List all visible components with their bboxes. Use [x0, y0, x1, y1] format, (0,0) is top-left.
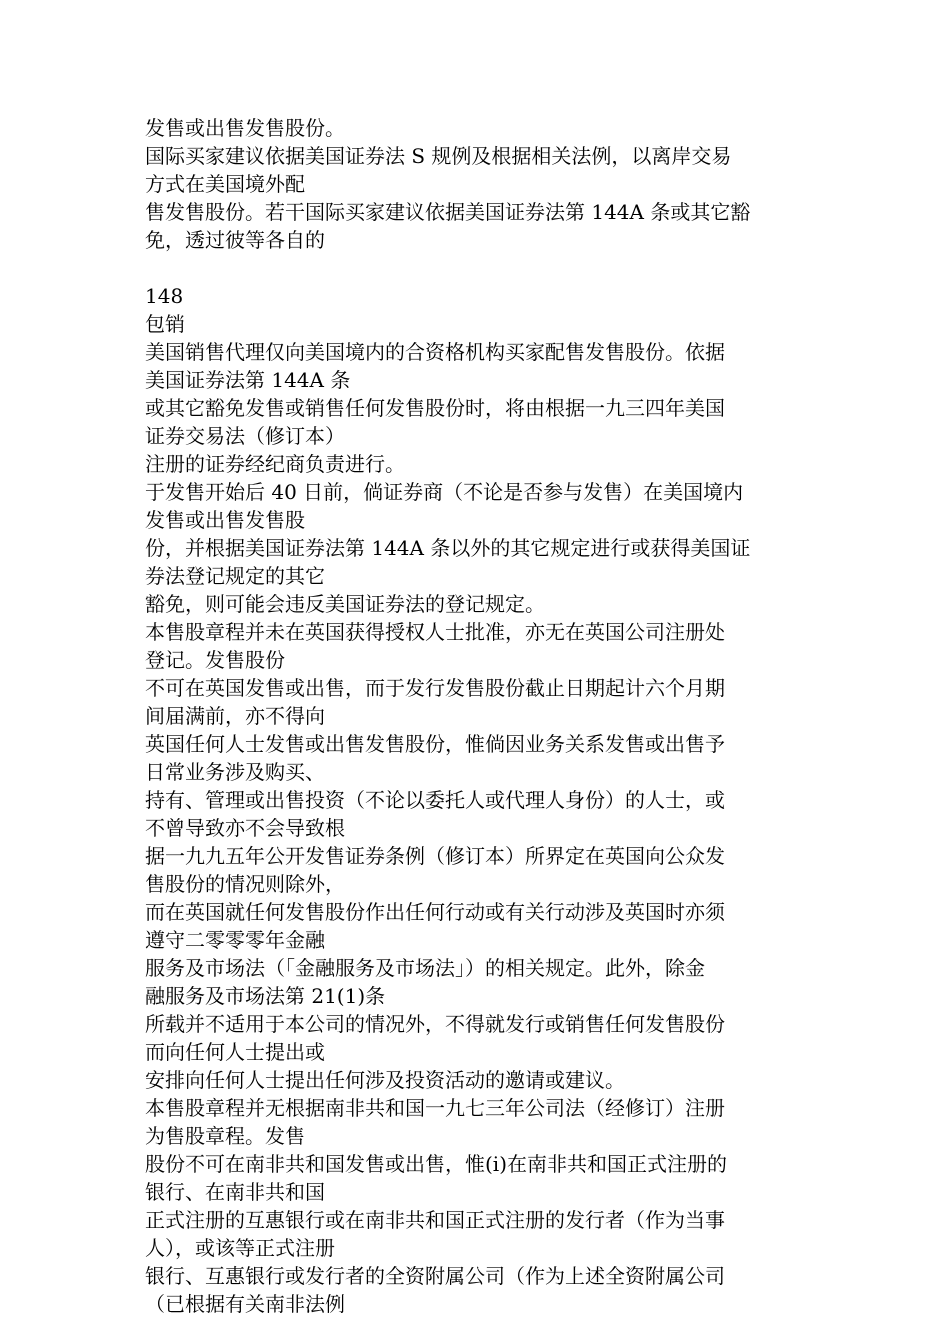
page-number: 148: [145, 284, 184, 308]
text-line: 英国任何人士发售或出售发售股份，惟倘因业务关系发售或出售予: [145, 732, 725, 756]
text-line: 而在英国就任何发售股份作出任何行动或有关行动涉及英国时亦须: [145, 900, 725, 924]
text-line: 日常业务涉及购买、: [145, 760, 325, 784]
blank-line: [145, 254, 810, 282]
text-line: 间届满前，亦不得向: [145, 704, 325, 728]
text-line: 于发售开始后 40 日前，倘证券商（不论是否参与发售）在美国境内: [145, 480, 744, 504]
text-line: 人），或该等正式注册: [145, 1236, 335, 1260]
section-title: 包销: [145, 312, 185, 336]
text-line: 而向任何人士提出或: [145, 1040, 325, 1064]
text-line: 注册的证券经纪商负责进行。: [145, 452, 405, 476]
text-line: 所载并不适用于本公司的情况外，不得就发行或销售任何发售股份: [145, 1012, 725, 1036]
text-line: 本售股章程并未在英国获得授权人士批准，亦无在英国公司注册处: [145, 620, 725, 644]
text-line: 豁免，则可能会违反美国证券法的登记规定。: [145, 592, 545, 616]
text-line: 不曾导致亦不会导致根: [145, 816, 345, 840]
text-line: 发售或出售发售股份。: [145, 116, 345, 140]
document-page: [145, 114, 810, 1318]
text-line: 免，透过彼等各自的: [145, 228, 325, 252]
text-line: 方式在美国境外配: [145, 172, 305, 196]
text-line: 不可在英国发售或出售，而于发行发售股份截止日期起计六个月期: [145, 676, 725, 700]
text-line: 据一九九五年公开发售证券条例（修订本）所界定在英国向公众发: [145, 844, 725, 868]
text-line: 银行、在南非共和国: [145, 1180, 325, 1204]
text-line: 正式注册的互惠银行或在南非共和国正式注册的发行者（作为当事: [145, 1208, 725, 1232]
text-line: 本售股章程并无根据南非共和国一九七三年公司法（经修订）注册: [145, 1096, 725, 1120]
text-line: 安排向任何人士提出任何涉及投资活动的邀请或建议。: [145, 1068, 625, 1092]
text-line: 股份不可在南非共和国发售或出售，惟(i)在南非共和国正式注册的: [145, 1152, 728, 1176]
text-line: 美国销售代理仅向美国境内的合资格机构买家配售发售股份。依据: [145, 340, 725, 364]
text-line: 证券交易法（修订本）: [145, 424, 345, 448]
text-line: 售发售股份。若干国际买家建议依据美国证券法第 144A 条或其它豁: [145, 200, 751, 224]
text-line: 为售股章程。发售: [145, 1124, 305, 1148]
text-line: 发售或出售发售股: [145, 508, 305, 532]
text-line: 服务及市场法（「金融服务及市场法」）的相关规定。此外，除金: [145, 956, 705, 980]
text-line: 遵守二零零零年金融: [145, 928, 325, 952]
text-line: 或其它豁免发售或销售任何发售股份时，将由根据一九三四年美国: [145, 396, 725, 420]
text-line: 美国证券法第 144A 条: [145, 368, 351, 392]
text-block-top: [145, 114, 810, 254]
text-line: 登记。发售股份: [145, 648, 285, 672]
text-line: 银行、互惠银行或发行者的全资附属公司（作为上述全资附属公司: [145, 1264, 725, 1288]
text-line: （已根据有关南非法例: [145, 1292, 345, 1316]
text-line: 份，并根据美国证券法第 144A 条以外的其它规定进行或获得美国证: [145, 536, 751, 560]
text-line: 融服务及市场法第 21(1)条: [145, 984, 386, 1008]
text-line: 券法登记规定的其它: [145, 564, 325, 588]
text-block-main: [145, 338, 810, 1318]
text-line: 国际买家建议依据美国证券法 S 规例及根据相关法例，以离岸交易: [145, 144, 732, 168]
text-line: 售股份的情况则除外，: [145, 872, 345, 896]
text-line: 持有、管理或出售投资（不论以委托人或代理人身份）的人士，或: [145, 788, 725, 812]
